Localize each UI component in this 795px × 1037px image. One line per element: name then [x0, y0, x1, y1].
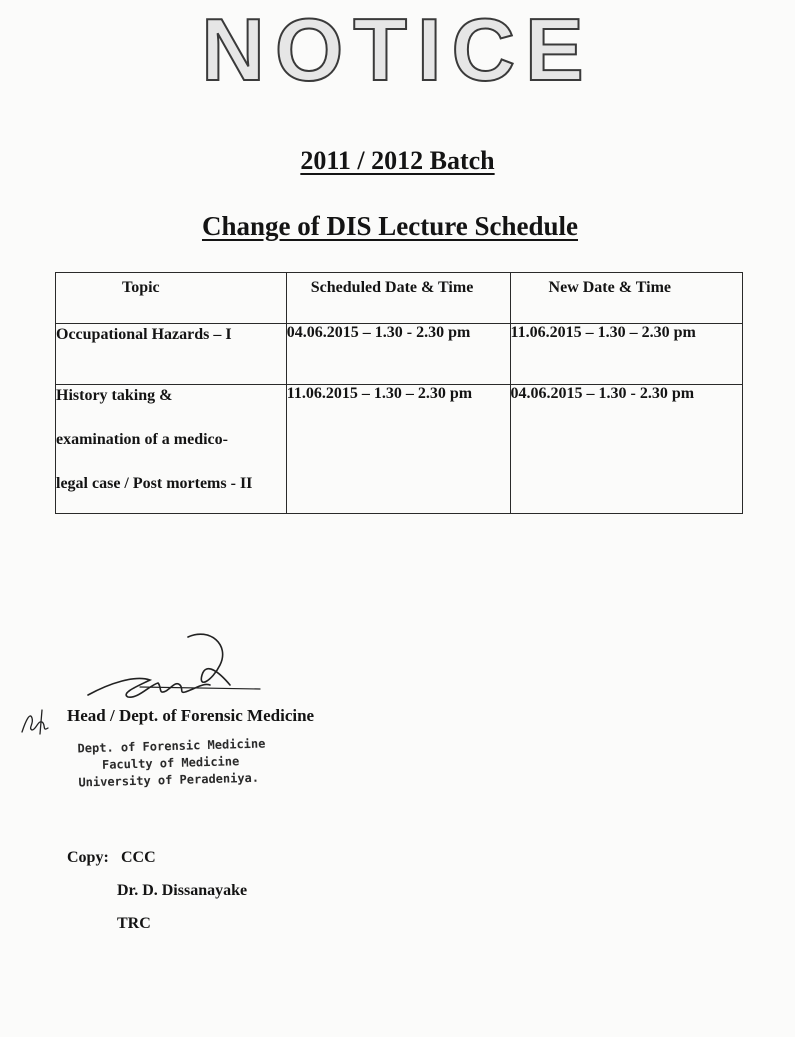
topic-text: Occupational Hazards – I	[56, 326, 232, 343]
table-row	[56, 385, 743, 514]
copy-recipient: CCC	[121, 849, 156, 866]
stamp-line: University of Peradeniya.	[78, 770, 260, 790]
copy-row	[67, 882, 247, 915]
topic-text: History taking &	[56, 387, 173, 404]
copy-label: Copy:	[67, 849, 109, 866]
copy-recipient: Dr. D. Dissanayake	[117, 882, 248, 899]
schedule-change-heading: Change of DIS Lecture Schedule	[201, 211, 578, 241]
header-topic	[56, 273, 287, 324]
new-cell: 11.06.2015 – 1.30 – 2.30 pm	[510, 324, 742, 385]
new-cell: 04.06.2015 – 1.30 - 2.30 pm	[510, 385, 742, 514]
table-header-row	[56, 273, 743, 324]
header-new	[510, 273, 742, 324]
header-scheduled-label: Scheduled Date & Time	[310, 279, 474, 296]
topic-text: legal case / Post mortems - II	[56, 475, 253, 492]
header-scheduled	[286, 273, 510, 324]
copy-row	[67, 915, 247, 948]
stamp-line: Dept. of Forensic Medicine	[77, 736, 266, 756]
copy-list	[67, 849, 247, 948]
copy-recipient: TRC	[117, 915, 151, 932]
notice-title: NOTICE	[201, 0, 594, 99]
lecture-schedule-table	[55, 272, 743, 514]
copy-row	[67, 849, 247, 882]
scheduled-cell: 11.06.2015 – 1.30 – 2.30 pm	[286, 385, 510, 514]
handwritten-initials	[18, 702, 54, 738]
topic-text: examination of a medico-	[56, 431, 228, 448]
scheduled-cell: 04.06.2015 – 1.30 - 2.30 pm	[286, 324, 510, 385]
handwritten-signature	[80, 625, 270, 715]
department-stamp	[77, 736, 266, 792]
header-new-label: New Date & Time	[548, 279, 672, 296]
batch-heading: 2011 / 2012 Batch	[300, 146, 495, 175]
topic-cell	[56, 385, 287, 514]
stamp-line: Faculty of Medicine	[101, 754, 240, 772]
signatory-title: Head / Dept. of Forensic Medicine	[67, 706, 315, 725]
header-topic-label: Topic	[122, 279, 160, 296]
